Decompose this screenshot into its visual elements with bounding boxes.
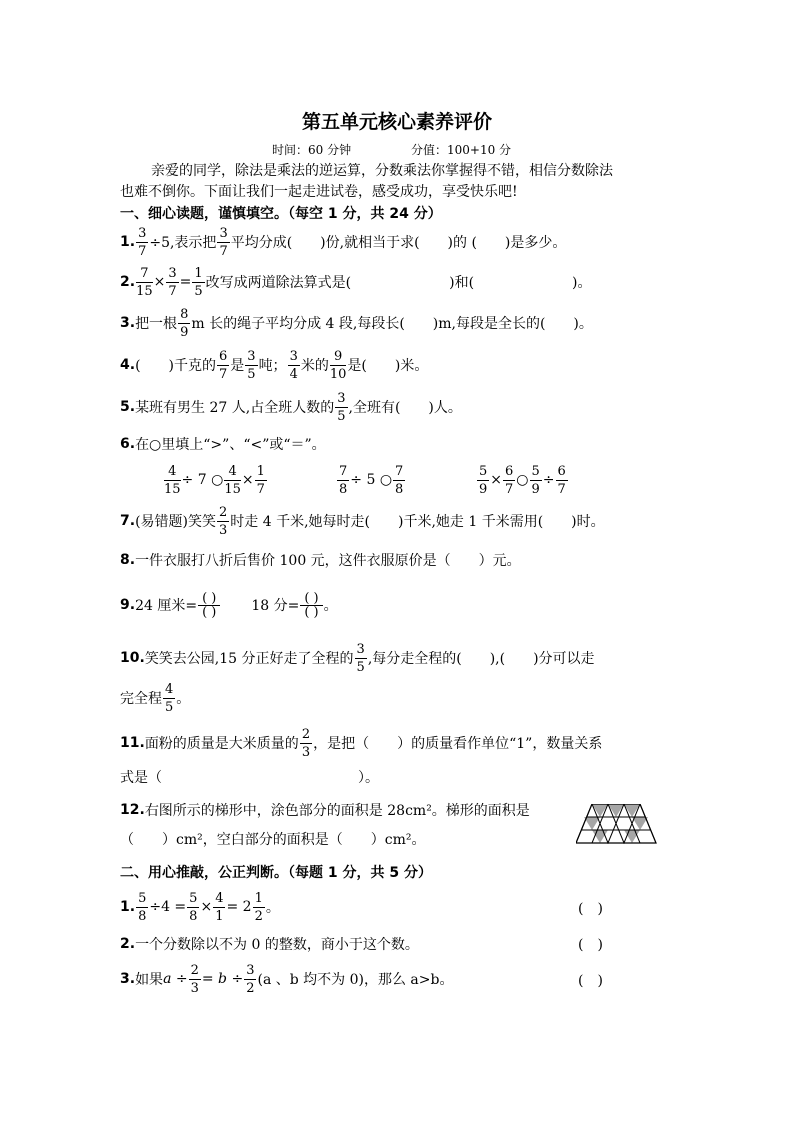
section-1-heading: 一、细心读题，谨慎填空。（每空 1 分，共 24 分） [120, 206, 442, 222]
blank-fraction: $\frac{( )}{( )}$ [198, 592, 220, 619]
fraction: $\frac{3}{7}$ [219, 225, 228, 259]
question-10: 10. 笑笑去公园,15 分正好走了全程的 $\frac{3}{5}$ ,每分走全程的( ),( )分可以走 [120, 641, 595, 675]
question-text: 把一根 [135, 316, 178, 332]
question-number: 8. [120, 552, 136, 568]
question-9: 9. 24 厘米= $\frac{( )}{( )}$ 18 分= $\frac{( )}{( )}$ 。 [120, 590, 338, 620]
question-number: 2. [120, 936, 136, 952]
question-text: 平均分成( )份,就相当于求( )的 ( )是多少。 [230, 235, 567, 251]
question-number: 12. [120, 802, 145, 818]
question-text: m 长的绳子平均分成 4 段,每段长( )m,每段是全长的( )。 [191, 316, 593, 332]
question-number: 1. [120, 234, 136, 250]
fraction: $\frac{2}{3}$ [301, 726, 311, 760]
question-number: 6. [120, 436, 136, 452]
question-text: ÷5,表示把 [149, 235, 217, 251]
question-3 [120, 307, 593, 339]
answer-paren[interactable]: ( ) [578, 937, 603, 953]
fraction: $\frac{3}{5}$ [356, 641, 365, 675]
fraction: $\frac{3}{5}$ [247, 348, 256, 382]
question-7: 7. (易错题)笑笑 $\frac{2}{3}$ 时走 4 千米,她每时走( )千米,她走 1 千米需用( )时。 [120, 504, 605, 538]
question-10-cont: 完全程 $\frac{4}{5}$ 。 [120, 681, 191, 715]
section-2-heading: 二、用心推敲，公正判断。（每题 1 分，共 5 分） [120, 865, 432, 881]
question-5: 5. 某班有男生 27 人,占全班人数的 $\frac{3}{5}$ ,全班有( )人。 [120, 390, 462, 424]
page-title: 第五单元核心素养评价 [301, 111, 492, 133]
fraction: $\frac{4}{5}$ [165, 681, 174, 715]
blank-fraction: $\frac{( )}{( )}$ [300, 592, 322, 619]
fraction: $\frac{5}{8}$ [138, 890, 147, 924]
question-2: 2. $\frac{7}{15}$ × $\frac{3}{7}$ = $\frac{1}{5}$ 改写成两道除法算式是( )和( )。 [120, 265, 592, 299]
trapezoid-figure [576, 804, 662, 844]
fraction: $\frac{6}{7}$ [505, 463, 514, 497]
fraction: $\frac{3}{4}$ [289, 348, 298, 382]
fraction: $\frac{1}{2}$ [254, 890, 263, 924]
question-number: 9. [120, 597, 136, 613]
fraction: $\frac{5}{9}$ [531, 463, 540, 497]
fraction: $\frac{5}{8}$ [189, 890, 198, 924]
fraction: $\frac{3}{7}$ [138, 225, 147, 259]
fraction: $\frac{7}{15}$ [136, 265, 153, 299]
question-4: 4. ( )千克的 $\frac{6}{7}$ 是 $\frac{3}{5}$ 吨； $\frac{3}{4}$ 米的 $\frac{9}{10}$ 是( )米。 [120, 348, 429, 382]
fraction: $\frac{4}{15}$ [164, 463, 181, 497]
answer-paren[interactable]: ( ) [578, 901, 603, 917]
fraction: $\frac{9}{10}$ [329, 348, 347, 382]
fraction: $\frac{4}{15}$ [224, 463, 241, 497]
fraction: $\frac{6}{7}$ [219, 348, 228, 382]
question-11: 11. 面粉的质量是大米质量的 $\frac{2}{3}$ ，是把（ ）的质量看作单位“1”，数量关系 [120, 726, 603, 760]
fraction: $\frac{1}{5}$ [194, 265, 203, 299]
question-8: 8. 一件衣服打八折后售价 100 元，这件衣服原价是（ ）元。 [120, 552, 521, 569]
question-number: 4. [120, 357, 136, 373]
question-11-cont: 式是（ ）。 [120, 770, 379, 786]
fraction: $\frac{3}{2}$ [246, 962, 255, 996]
question-number: 11. [120, 735, 145, 751]
question-number: 3. [120, 971, 136, 987]
fraction: $\frac{7}{8}$ [395, 463, 404, 497]
intro-line-1: 亲爱的同学，除法是乘法的逆运算，分数乘法你掌握得不错，相信分数除法 [151, 163, 613, 179]
compare-expr-3: $\frac{5}{9}$ × $\frac{6}{7}$ ○ $\frac{5}{9}$ ÷ $\frac{6}{7}$ [479, 463, 566, 497]
fraction: $\frac{3}{5}$ [337, 390, 346, 424]
question-number: 5. [120, 399, 136, 415]
question-number: 1. [120, 899, 136, 915]
question-12: 12. 右图所示的梯形中，涂色部分的面积是 28cm²。梯形的面积是 [120, 802, 530, 819]
question-number: 3. [120, 315, 136, 331]
fraction: $\frac{5}{9}$ [479, 463, 488, 497]
judge-2: 2. 一个分数除以不为 0 的整数，商小于这个数。 [120, 936, 419, 953]
fraction: $\frac{1}{7}$ [256, 463, 265, 497]
fraction: $\frac{6}{7}$ [557, 463, 566, 497]
question-text: 改写成两道除法算式是( )和( )。 [205, 275, 592, 291]
compare-expr-2: $\frac{7}{8}$ ÷ 5 ○ $\frac{7}{8}$ [339, 463, 404, 497]
judge-1: 1. $\frac{5}{8}$ ÷4 = $\frac{5}{8}$ × $\frac{4}{1}$ = 2 $\frac{1}{2}$ 。 [120, 890, 280, 924]
intro-line-2: 也难不倒你。下面让我们一起走进试卷，感受成功，享受快乐吧! [120, 184, 518, 200]
fraction: $\frac{8}{9}$ [180, 306, 189, 340]
fraction: $\frac{2}{3}$ [190, 962, 199, 996]
question-number: 7. [120, 513, 136, 529]
answer-paren[interactable]: ( ) [578, 973, 603, 989]
question-6: 6. 在○里填上“>”、“<”或“＝”。 [120, 436, 326, 453]
judge-3: 3. 如果 a ÷ $\frac{2}{3}$ = b ÷ $\frac{3}{2}$ (a 、b 均不为 0)，那么 a>b。 [120, 962, 454, 996]
question-number: 2. [120, 274, 136, 290]
compare-expr-1: $\frac{4}{15}$ ÷ 7 ○ $\frac{4}{15}$ × $\frac{1}{7}$ [164, 463, 265, 497]
question-1 [120, 226, 566, 258]
question-number: 10. [120, 650, 145, 666]
question-12-cont: （ ）cm²，空白部分的面积是（ ）cm²。 [120, 832, 426, 848]
fraction: $\frac{7}{8}$ [339, 463, 348, 497]
fraction: $\frac{4}{1}$ [215, 890, 224, 924]
fraction: $\frac{2}{3}$ [219, 504, 228, 538]
fraction: $\frac{3}{7}$ [168, 265, 177, 299]
score-info: 分值：100+10 分 [411, 143, 512, 157]
time-info: 时间：60 分钟 [272, 143, 352, 157]
